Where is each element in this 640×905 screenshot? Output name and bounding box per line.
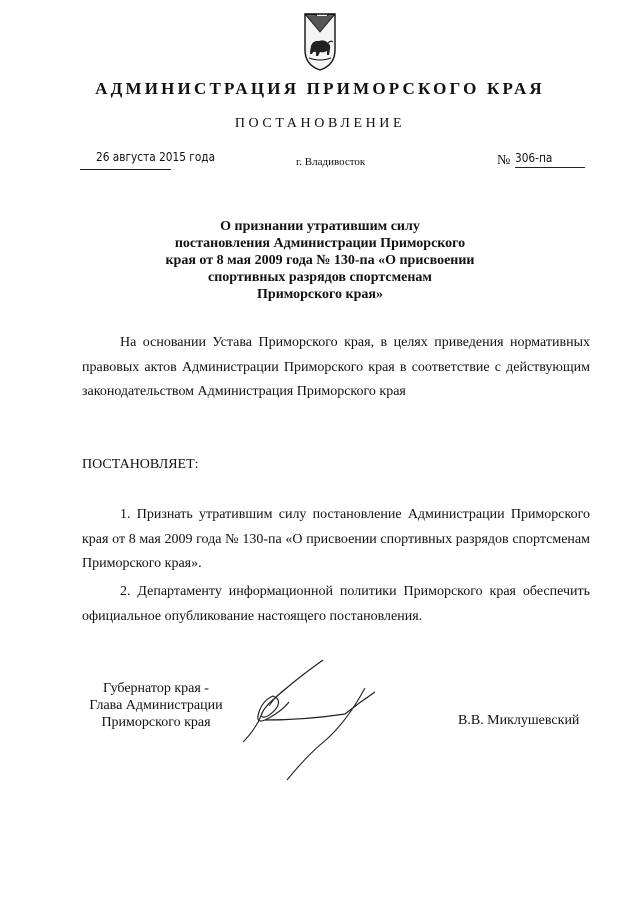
decree-item-1: 1. Признать утратившим силу постановление Администрации Приморского края от 8 мая 2009 года № 130-па «О присвоении спортивных разрядов спортсменам Приморского края». (82, 507, 590, 571)
document-type: ПОСТАНОВЛЕНИЕ (234, 116, 406, 131)
document-title (120, 218, 520, 303)
signer-position-line: Приморского края (101, 715, 211, 730)
title-line: края от 8 мая 2009 года № 130-па «О присвоении (165, 253, 475, 268)
document-date: 26 августа 2015 года (96, 150, 216, 164)
number-sign: № (497, 153, 511, 168)
coat-of-arms-icon (302, 10, 338, 72)
preamble-paragraph: На основании Устава Приморского края, в целях приведения нормативных правовых актов Администрации Приморского края в соответствие с действующим законодательством Администрация Приморского края (82, 335, 590, 399)
title-line: постановления Администрации Приморского (174, 236, 466, 251)
signer-position-line: Глава Администрации (89, 698, 223, 713)
decree-word: ПОСТАНОВЛЯЕТ: (82, 457, 199, 472)
document-number: 306-па (515, 151, 553, 165)
organization-name: АДМИНИСТРАЦИЯ ПРИМОРСКОГО КРАЯ (95, 79, 545, 98)
title-line: О признании утратившим силу (220, 219, 420, 234)
decree-item-2: 2. Департаменту информационной политики Приморского края обеспечить официальное опубликование настоящего постановления. (82, 584, 590, 624)
document-city: г. Владивосток (296, 156, 366, 168)
date-underline (80, 169, 171, 170)
handwritten-signature-icon (225, 650, 375, 785)
signer-position-line: Губернатор края - (103, 681, 209, 696)
title-line: Приморского края» (257, 287, 383, 302)
signer-name: В.В. Миклушевский (458, 713, 580, 728)
number-underline (515, 167, 585, 168)
signer-position (76, 680, 236, 731)
title-line: спортивных разрядов спортсменам (208, 270, 432, 285)
